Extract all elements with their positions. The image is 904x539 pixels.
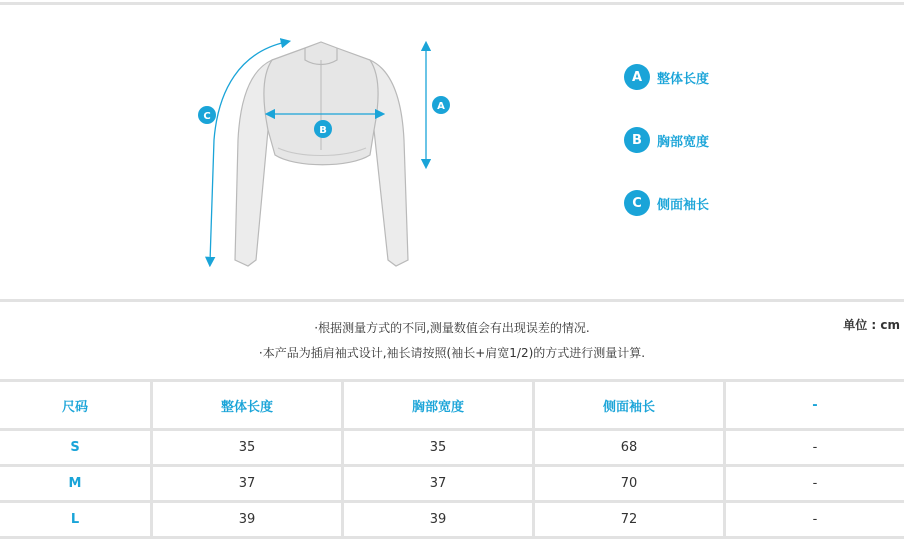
- header-sleeve-length: 侧面袖长: [534, 381, 725, 430]
- measurement-note-2: ·本产品为插肩袖式设计,袖长请按照(袖长+肩宽1/2)的方式进行测量计算.: [0, 344, 904, 361]
- size-table: [0, 379, 904, 539]
- measurement-note-1: ·根据测量方式的不同,测量数值会有出现误差的情况.: [0, 319, 904, 336]
- total-length-cell: 35: [152, 430, 343, 466]
- header-extra: -: [725, 381, 904, 430]
- unit-label: 单位 : cm: [843, 316, 900, 333]
- legend-badge-c: C: [624, 190, 650, 216]
- extra-cell: -: [725, 466, 904, 502]
- sleeve-length-cell: 72: [534, 502, 725, 538]
- total-length-cell: 37: [152, 466, 343, 502]
- header-chest-width: 胸部宽度: [343, 381, 534, 430]
- sleeve-length-cell: 70: [534, 466, 725, 502]
- sleeve-length-cell: 68: [534, 430, 725, 466]
- size-table-header: [0, 381, 904, 430]
- legend-label-c: 侧面袖长: [657, 194, 709, 213]
- chest-width-cell: 39: [343, 502, 534, 538]
- middle-divider: [0, 299, 904, 302]
- top-divider: [0, 2, 904, 5]
- extra-cell: -: [725, 502, 904, 538]
- header-total-length: 整体长度: [152, 381, 343, 430]
- table-row: [0, 466, 904, 502]
- legend-badge-a: A: [624, 64, 650, 90]
- garment-measurement-diagram: [190, 30, 460, 275]
- table-row: [0, 502, 904, 538]
- extra-cell: -: [725, 430, 904, 466]
- chest-width-cell: 35: [343, 430, 534, 466]
- legend-item-b: [624, 127, 709, 153]
- legend-item-c: [624, 190, 709, 216]
- size-cell: S: [0, 430, 152, 466]
- diagram-label-a: A: [437, 101, 445, 112]
- diagram-label-b: B: [319, 125, 327, 136]
- diagram-label-c: C: [203, 111, 210, 122]
- header-size: 尺码: [0, 381, 152, 430]
- chest-width-cell: 37: [343, 466, 534, 502]
- legend-label-a: 整体长度: [657, 68, 709, 87]
- size-cell: L: [0, 502, 152, 538]
- legend-badge-b: B: [624, 127, 650, 153]
- table-row: [0, 430, 904, 466]
- size-cell: M: [0, 466, 152, 502]
- legend-label-b: 胸部宽度: [657, 131, 709, 150]
- legend-item-a: [624, 64, 709, 90]
- total-length-cell: 39: [152, 502, 343, 538]
